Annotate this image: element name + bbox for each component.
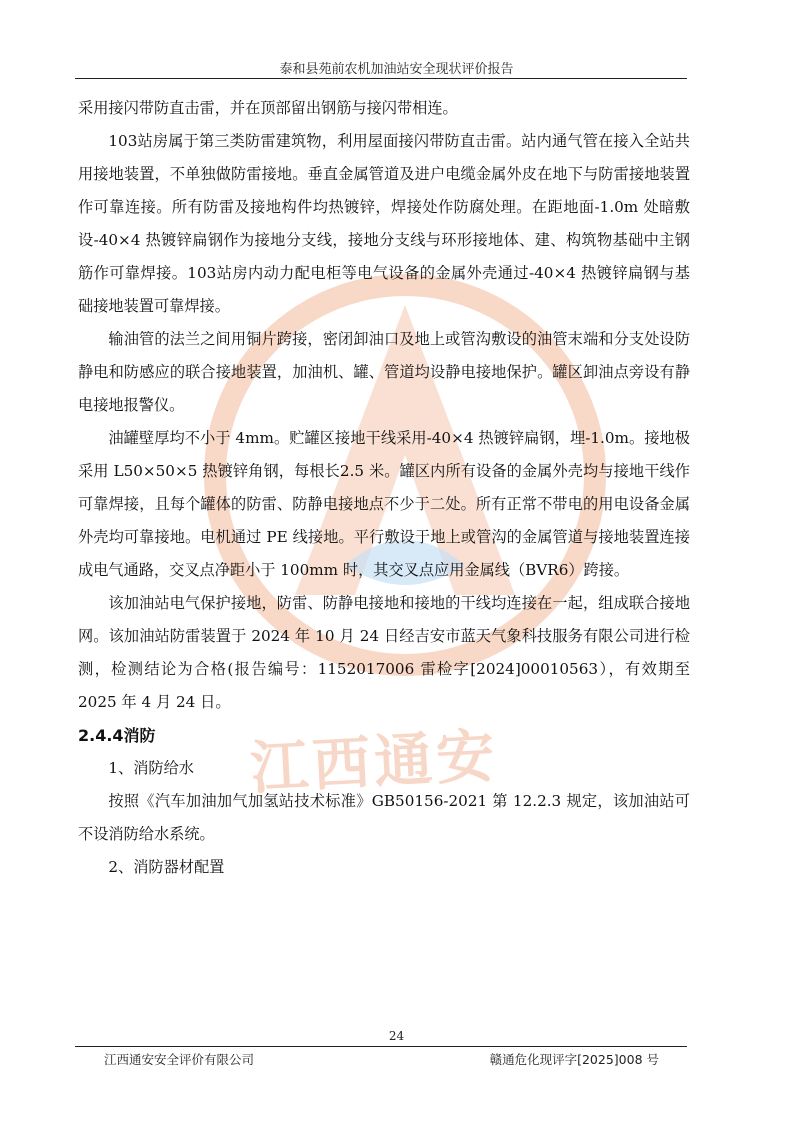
- report-header-title: 泰和县苑前农机加油站安全现状评价报告: [279, 62, 514, 77]
- footer-company: 江西通安安全评价有限公司: [104, 1052, 255, 1067]
- list-item-title: 2、消防器材配置: [108, 858, 225, 876]
- paragraph: 采用接闪带防直击雷，并在顶部留出钢筋与接闪带相连。: [78, 99, 458, 117]
- section-heading: 2.4.4消防: [78, 726, 156, 745]
- page-number: 24: [388, 1029, 405, 1043]
- footer-report-number: 赣通危化现评字[2025]008 号: [489, 1052, 659, 1067]
- paragraph: 按照《汽车加油加气加氢站技术标准》GB50156-2021 第 12.2.3 规定，该加油站可不设消防给水系统。: [78, 792, 690, 843]
- paragraph: 输油管的法兰之间用铜片跨接，密闭卸油口及地上或管沟敷设的油管末端和分支处设防静电和防感应的联合接地装置，加油机、罐、管道均设静电接地保护。罐区卸油点旁设有静电接地报警仪。: [78, 330, 690, 414]
- list-item-title: 1、消防给水: [108, 759, 194, 777]
- watermark-text: 江西通安: [248, 721, 500, 803]
- paragraph: 该加油站电气保护接地，防雷、防静电接地和接地的干线均连接在一起，组成联合接地网。该加油站防雷装置于 2024 年 10 月 24 日经吉安市蓝天气象科技服务有限公司进行检测，检测结论为合格(报告编号：1152017006 雷检字[2024]00010563），有效期至 2025 年 4 月 24 日。: [78, 594, 690, 711]
- paragraph: 油罐壁厚均不小于 4mm。贮罐区接地干线采用-40×4 热镀锌扁钢，埋-1.0m。接地极采用 L50×50×5 热镀锌角钢，每根长2.5 米。罐区内所有设备的金属外壳均与接地干线作可靠焊接，且每个罐体的防雷、防静电接地点不少于二处。所有正常不带电的用电设备金属外壳均可靠接地。电机通过 PE 线接地。平行敷设于地上或管沟的金属管道与接地装置连接成电气通路，交叉点净距小于 100mm 时，其交叉点应用金属线（BVR6）跨接。: [78, 429, 690, 579]
- document-body: [78, 92, 690, 884]
- footer-divider: [75, 1046, 687, 1047]
- paragraph: 103站房属于第三类防雷建筑物，利用屋面接闪带防直击雷。站内通气管在接入全站共用接地装置，不单独做防雷接地。垂直金属管道及进户电缆金属外皮在地下与防雷接地装置作可靠连接。所有防雷及接地构件均热镀锌，焊接处作防腐处理。在距地面-1.0m 处暗敷设-40×4 热镀锌扁钢作为接地分支线，接地分支线与环形接地体、建、构筑物基础中主钢筋作可靠焊接。103站房内动力配电柜等电气设备的金属外壳通过-40×4 热镀锌扁钢与基础接地装置可靠焊接。: [78, 132, 690, 315]
- header-divider: [75, 78, 687, 79]
